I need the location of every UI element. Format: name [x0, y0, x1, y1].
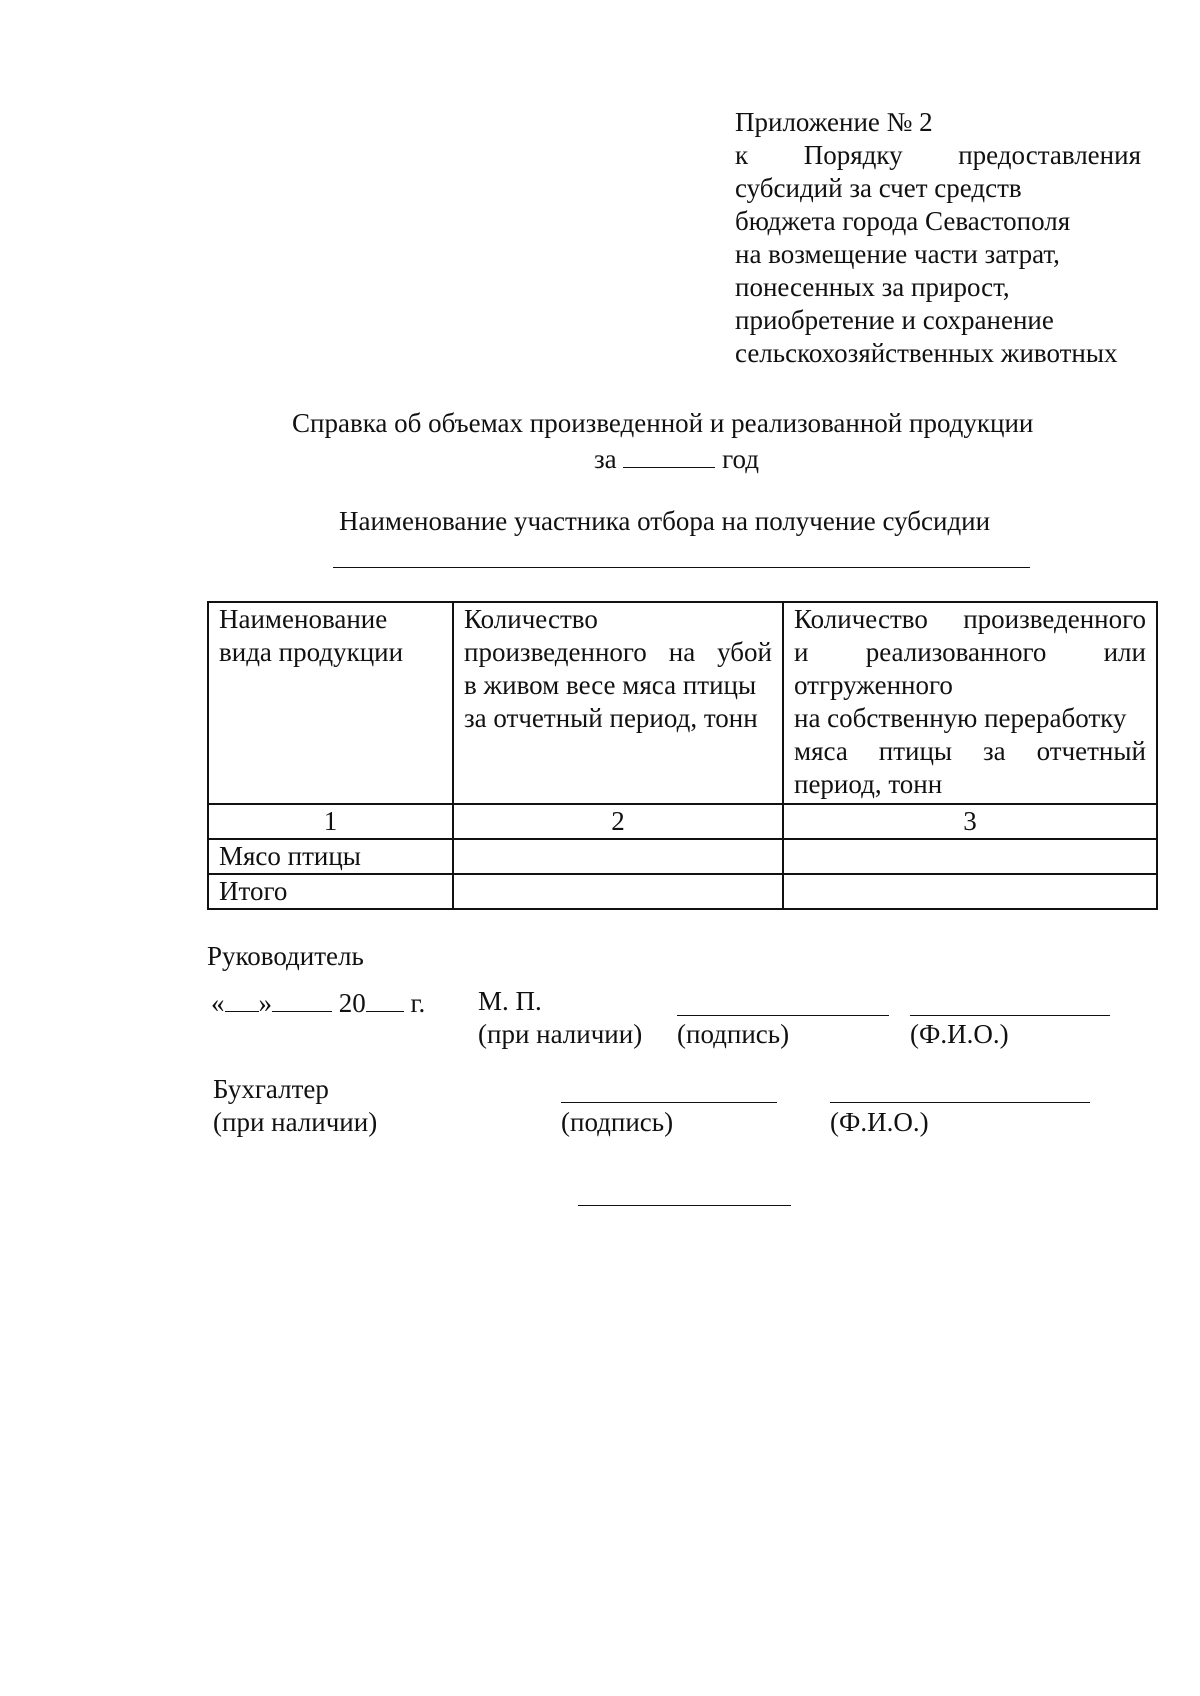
year-blank	[366, 985, 404, 1012]
day-blank	[225, 985, 259, 1012]
header-word: отчетный	[1036, 736, 1146, 766]
row-product-name: Мясо птицы	[208, 839, 453, 874]
header-word: мяса	[794, 736, 848, 766]
manager-name-line	[910, 1015, 1110, 1016]
header-word: произведенного	[963, 604, 1146, 634]
header-word: и	[794, 637, 809, 667]
header-text: на собственную переработку	[794, 703, 1127, 733]
row-qty-produced[interactable]	[453, 839, 783, 874]
appendix-line-7: приобретение и сохранение	[735, 305, 1054, 335]
appendix-line-4: бюджета города Севастополя	[735, 206, 1071, 236]
accountant-signature-line	[561, 1102, 777, 1103]
year-prefix: за	[594, 444, 617, 474]
closing-separator-line	[578, 1205, 791, 1206]
manager-signature-line	[677, 1015, 889, 1016]
header-text: период, тонн	[794, 769, 943, 799]
year-prefix: 20	[338, 988, 366, 1018]
appendix-block	[735, 106, 1141, 370]
row-qty-sold[interactable]	[783, 839, 1157, 874]
month-blank	[272, 985, 332, 1012]
header-text: в живом весе мяса птицы	[464, 670, 757, 700]
header-text: отгруженного	[794, 670, 953, 700]
header-text	[794, 636, 1146, 669]
header-qty-sold	[783, 602, 1157, 804]
row-qty-sold[interactable]	[783, 874, 1157, 909]
appendix-word: к	[735, 140, 749, 170]
accountant-signature-label: (подпись)	[561, 1107, 674, 1137]
year-suffix: год	[722, 444, 760, 474]
header-word: на	[668, 637, 696, 667]
row-product-name: Итого	[208, 874, 453, 909]
header-text: Количество	[464, 604, 598, 634]
accountant-title: Бухгалтер	[213, 1074, 329, 1104]
accountant-name-line	[830, 1102, 1090, 1103]
header-text: вида продукции	[219, 637, 404, 667]
appendix-line-5: на возмещение части затрат,	[735, 239, 1060, 269]
header-word: птицы	[878, 736, 953, 766]
column-number: 1	[208, 804, 453, 839]
manager-name-label: (Ф.И.О.)	[910, 1019, 1009, 1049]
table-header-row	[208, 602, 1157, 804]
table-row	[208, 839, 1157, 874]
header-text: за отчетный период, тонн	[464, 703, 758, 733]
column-number: 3	[783, 804, 1157, 839]
header-qty-produced	[453, 602, 783, 804]
year-blank	[623, 441, 715, 468]
participant-name-line	[333, 567, 1030, 568]
header-text: Наименование	[219, 604, 388, 634]
header-word: произведенного	[464, 637, 647, 667]
appendix-line-2	[735, 139, 1141, 172]
header-text	[794, 735, 1146, 768]
appendix-word: Порядку	[803, 140, 903, 170]
participant-label: Наименование участника отбора на получение субсидии	[339, 506, 991, 536]
header-word: Количество	[794, 604, 928, 634]
header-text	[794, 603, 1146, 636]
row-qty-produced[interactable]	[453, 874, 783, 909]
header-text	[464, 636, 772, 669]
seal-label: М. П.	[478, 986, 542, 1016]
header-word: убой	[717, 637, 772, 667]
appendix-line-1: Приложение № 2	[735, 107, 933, 137]
production-table	[207, 601, 1158, 910]
header-word: или	[1103, 637, 1146, 667]
header-word: реализованного	[865, 637, 1047, 667]
header-word: за	[983, 736, 1006, 766]
accountant-note: (при наличии)	[213, 1107, 378, 1137]
appendix-line-6: понесенных за прирост,	[735, 272, 1010, 302]
manager-title: Руководитель	[207, 941, 364, 971]
year-suffix: г.	[410, 988, 426, 1018]
appendix-word: предоставления	[958, 140, 1141, 170]
appendix-line-3: субсидий за счет средств	[735, 173, 1022, 203]
document-title: Справка об объемах произведенной и реализованной продукции	[292, 408, 1034, 438]
header-product-type	[208, 602, 453, 804]
column-number: 2	[453, 804, 783, 839]
appendix-line-8: сельскохозяйственных животных	[735, 338, 1118, 368]
quote-open: «	[211, 988, 225, 1018]
manager-signature-label: (подпись)	[677, 1019, 790, 1049]
year-line	[594, 441, 759, 476]
table-row	[208, 874, 1157, 909]
seal-note: (при наличии)	[478, 1019, 643, 1049]
manager-date-line	[211, 985, 425, 1020]
table-number-row	[208, 804, 1157, 839]
accountant-name-label: (Ф.И.О.)	[830, 1107, 929, 1137]
quote-close: »	[258, 988, 272, 1018]
